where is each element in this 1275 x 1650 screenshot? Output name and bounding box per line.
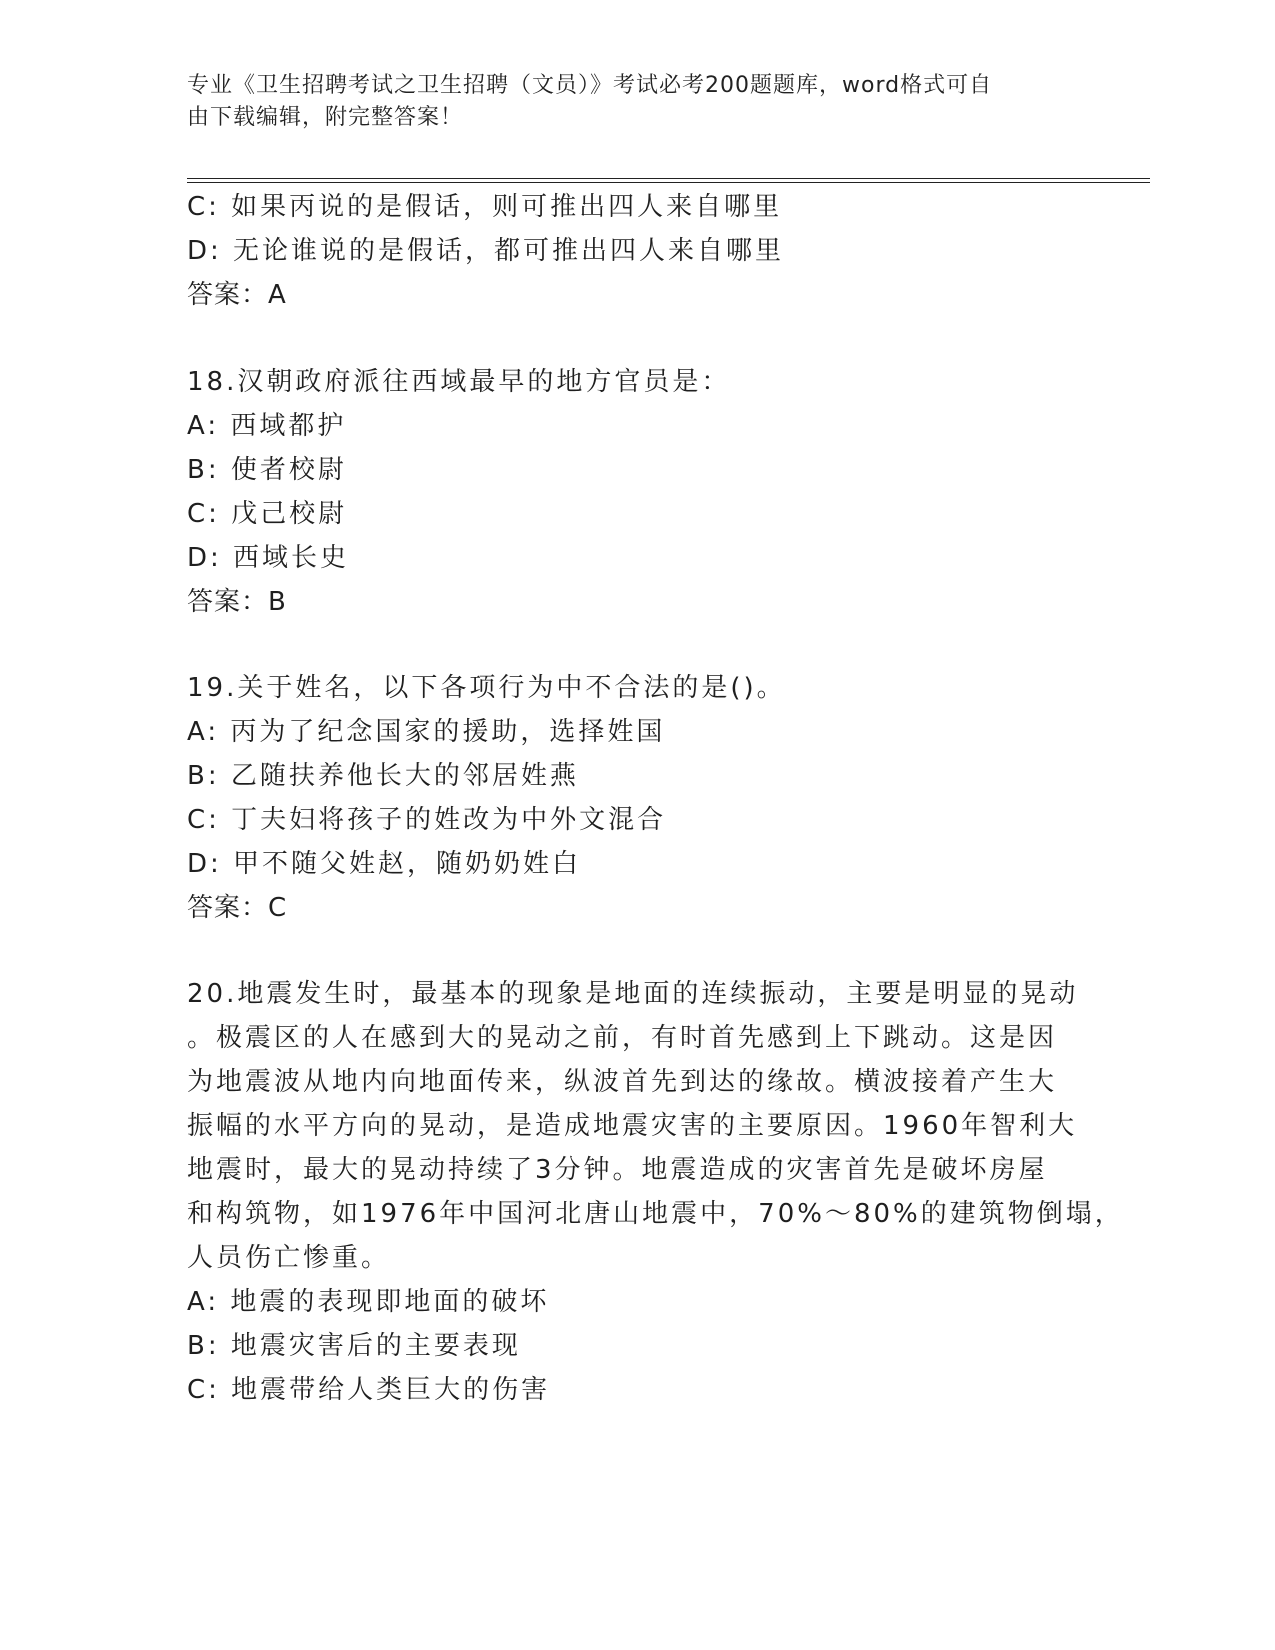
answer-line: 答案：B [187,587,287,617]
option-c: C: 地震带给人类巨大的伤害 [187,1375,551,1405]
option-a: A: 丙为了纪念国家的援助，选择姓国 [187,717,666,747]
question-20-line-5: 地震时，最大的晃动持续了3分钟。地震造成的灾害首先是破坏房屋 [187,1155,1048,1185]
question-20-line-7: 人员伤亡惨重。 [187,1243,391,1273]
option-b: B: 乙随扶养他长大的邻居姓燕 [187,761,579,791]
answer-line: 答案：A [187,280,287,310]
header-divider-top [187,178,1150,179]
header-line-2: 由下载编辑，附完整答案！ [187,105,464,130]
option-a: A: 西域都护 [187,411,347,441]
option-d: D: 甲不随父姓赵，随奶奶姓白 [187,849,582,879]
question-20-line-2: 。极震区的人在感到大的晃动之前，有时首先感到上下跳动。这是因 [187,1023,1058,1053]
question-20-line-4: 振幅的水平方向的晃动，是造成地震灾害的主要原因。1960年智利大 [187,1111,1078,1141]
question-20-line-3: 为地震波从地内向地面传来，纵波首先到达的缘故。横波接着产生大 [187,1067,1058,1097]
question-20-line-1: 20.地震发生时，最基本的现象是地面的连续振动，主要是明显的晃动 [187,979,1079,1009]
option-d: D: 无论谁说的是假话，都可推出四人来自哪里 [187,236,785,266]
question-20-line-6: 和构筑物，如1976年中国河北唐山地震中，70%～80%的建筑物倒塌， [187,1199,1124,1229]
option-d: D: 西域长史 [187,543,350,573]
option-a: A: 地震的表现即地面的破坏 [187,1287,550,1317]
option-b: B: 使者校尉 [187,455,347,485]
header-divider-bottom [187,182,1150,183]
document-header [187,70,1067,134]
option-c: C: 戊己校尉 [187,499,348,529]
header-line-1: 专业《卫生招聘考试之卫生招聘（文员）》考试必考200题题库，word格式可自 [187,73,993,98]
question-18: 18.汉朝政府派往西域最早的地方官员是： [187,367,731,397]
answer-line: 答案：C [187,893,288,923]
option-c: C: 丁夫妇将孩子的姓改为中外文混合 [187,805,667,835]
option-c: C: 如果丙说的是假话，则可推出四人来自哪里 [187,192,783,222]
question-19: 19.关于姓名，以下各项行为中不合法的是()。 [187,673,786,703]
option-b: B: 地震灾害后的主要表现 [187,1331,521,1361]
